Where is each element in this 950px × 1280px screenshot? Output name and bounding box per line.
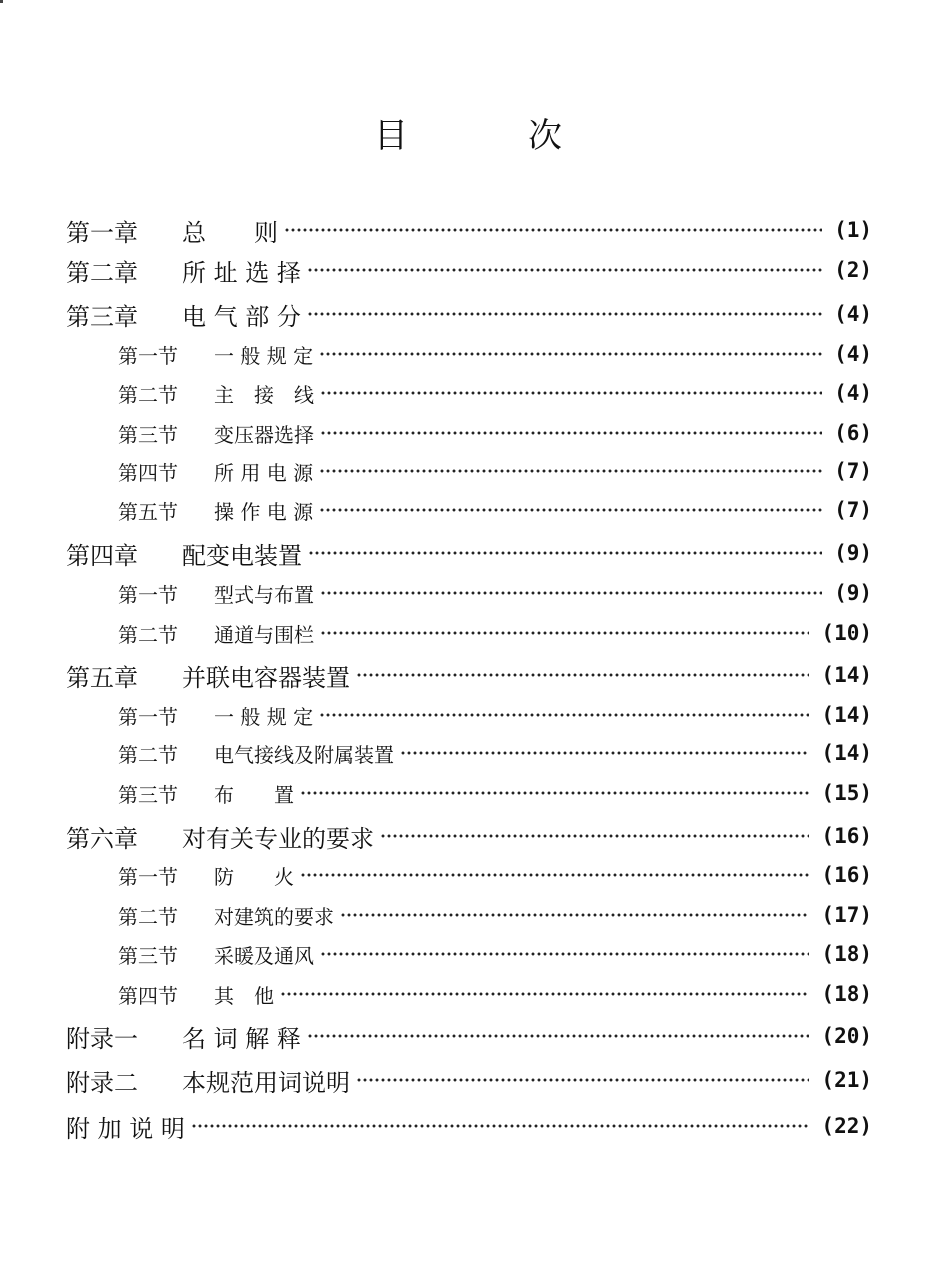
toc-entry-label: 电 气 部 分: [182, 302, 301, 331]
toc-entry-number: 第三节: [118, 782, 178, 807]
toc-entry-number: 第五节: [118, 499, 178, 524]
toc-page-number: (6): [834, 421, 872, 445]
toc-entry-number: 第一节: [118, 582, 178, 607]
toc-page-number: (18): [821, 982, 872, 1006]
toc-page-number: (20): [821, 1024, 872, 1048]
dot-leader: [320, 431, 822, 435]
toc-entry-label: 一 般 规 定: [214, 343, 314, 368]
toc-chapter-row[interactable]: [66, 820, 872, 852]
toc-entry-label: 主 接 线: [214, 382, 314, 407]
toc-page-number: (9): [834, 541, 872, 565]
toc-entry-label: 所 址 选 择: [182, 258, 301, 287]
toc-entry-number: 第二章: [66, 258, 138, 287]
dot-leader: [307, 1034, 810, 1038]
toc-chapter-row[interactable]: [66, 1110, 872, 1142]
toc-page-number: (14): [821, 663, 872, 687]
dot-leader: [340, 913, 809, 917]
toc-page-number: (9): [834, 581, 872, 605]
title-char-2: 次: [528, 116, 566, 156]
toc-entry-label: 防 火: [214, 864, 294, 889]
dot-leader: [191, 1124, 810, 1128]
toc-chapter-row[interactable]: [66, 1064, 872, 1096]
title-char-1: 目: [374, 116, 412, 156]
toc-section-row[interactable]: [118, 577, 872, 609]
toc-entry-label: 附 加 说 明: [66, 1114, 185, 1143]
toc-page-number: (1): [834, 218, 872, 242]
dot-leader: [284, 228, 822, 232]
toc-entry-label: 并联电容器装置: [182, 663, 350, 692]
toc-chapter-row[interactable]: [66, 214, 872, 246]
toc-entry-number: 第四章: [66, 541, 138, 570]
toc-page-number: (14): [821, 741, 872, 765]
dot-leader: [300, 791, 809, 795]
dot-leader: [319, 352, 822, 356]
toc-section-row[interactable]: [118, 859, 872, 891]
toc-page-number: (21): [821, 1068, 872, 1092]
toc-chapter-row[interactable]: [66, 298, 872, 330]
toc-entry-number: 第一节: [118, 704, 178, 729]
toc-section-row[interactable]: [118, 494, 872, 526]
toc-entry-label: 电气接线及附属装置: [214, 742, 394, 767]
toc-entry-number: 第四节: [118, 460, 178, 485]
dot-leader: [300, 873, 809, 877]
dot-leader: [320, 391, 822, 395]
toc-chapter-row[interactable]: [66, 537, 872, 569]
toc-entry-number: 第一节: [118, 343, 178, 368]
toc-entry-number: 附录一: [66, 1024, 138, 1053]
toc-entry-number: 第二节: [118, 742, 178, 767]
toc-entry-label: 采暖及通风: [214, 943, 314, 968]
toc-entry-number: 第一章: [66, 218, 138, 247]
toc-section-row[interactable]: [118, 417, 872, 449]
toc-page-number: (16): [821, 863, 872, 887]
toc-entry-number: 第五章: [66, 663, 138, 692]
dot-leader: [319, 508, 822, 512]
dot-leader: [380, 834, 809, 838]
toc-entry-label: 本规范用词说明: [182, 1068, 350, 1097]
toc-entry-number: 第一节: [118, 864, 178, 889]
toc-section-row[interactable]: [118, 978, 872, 1010]
toc-section-row[interactable]: [118, 617, 872, 649]
toc-page-number: (4): [834, 342, 872, 366]
toc-entry-number: 第四节: [118, 983, 178, 1008]
toc-section-row[interactable]: [118, 699, 872, 731]
toc-section-row[interactable]: [118, 338, 872, 370]
toc-entry-number: 附录二: [66, 1068, 138, 1097]
toc-entry-number: 第三节: [118, 943, 178, 968]
toc-section-row[interactable]: [118, 737, 872, 769]
dot-leader: [356, 673, 809, 677]
toc-entry-number: 第三节: [118, 422, 178, 447]
toc-entry-label: 对有关专业的要求: [182, 824, 374, 853]
dot-leader: [307, 312, 822, 316]
toc-page-number: (7): [834, 459, 872, 483]
toc-entry-label: 变压器选择: [214, 422, 314, 447]
toc-page-number: (4): [834, 381, 872, 405]
toc-entry-label: 总 则: [182, 218, 278, 247]
toc-page-number: (18): [821, 942, 872, 966]
dot-leader: [280, 992, 809, 996]
dot-leader: [320, 631, 809, 635]
toc-section-row[interactable]: [118, 455, 872, 487]
toc-entry-number: 第六章: [66, 824, 138, 853]
toc-page-number: (4): [834, 302, 872, 326]
toc-page-number: (7): [834, 498, 872, 522]
toc-page-number: (14): [821, 703, 872, 727]
toc-entry-number: 第三章: [66, 302, 138, 331]
toc-entry-number: 第二节: [118, 622, 178, 647]
toc-entry-label: 其 他: [214, 983, 274, 1008]
toc-entry-label: 型式与布置: [214, 582, 314, 607]
dot-leader: [308, 551, 822, 555]
dot-leader: [319, 469, 822, 473]
toc-chapter-row[interactable]: [66, 659, 872, 691]
toc-entry-label: 通道与围栏: [214, 622, 314, 647]
toc-section-row[interactable]: [118, 899, 872, 931]
toc-section-row[interactable]: [118, 777, 872, 809]
toc-entry-number: 第二节: [118, 904, 178, 929]
dot-leader: [307, 268, 822, 272]
toc-page-number: (10): [821, 621, 872, 645]
toc-page-number: (22): [821, 1114, 872, 1138]
toc-page-number: (15): [821, 781, 872, 805]
toc-entry-label: 配变电装置: [182, 541, 302, 570]
toc-entry-label: 一 般 规 定: [214, 704, 314, 729]
toc-entry-label: 操 作 电 源: [214, 499, 314, 524]
dot-leader: [320, 952, 809, 956]
toc-chapter-row[interactable]: [66, 1020, 872, 1052]
toc-chapter-row[interactable]: [66, 254, 872, 286]
toc-entry-label: 所 用 电 源: [214, 460, 314, 485]
toc-page-number: (2): [834, 258, 872, 282]
dot-leader: [319, 713, 809, 717]
toc-entry-label: 名 词 解 释: [182, 1024, 301, 1053]
dot-leader: [320, 591, 822, 595]
toc-page-number: (17): [821, 903, 872, 927]
toc-page-number: (16): [821, 824, 872, 848]
dot-leader: [400, 751, 809, 755]
toc-section-row[interactable]: [118, 938, 872, 970]
toc-entry-label: 布 置: [214, 782, 294, 807]
dot-leader: [356, 1078, 809, 1082]
toc-section-row[interactable]: [118, 377, 872, 409]
toc-entry-number: 第二节: [118, 382, 178, 407]
toc-entry-label: 对建筑的要求: [214, 904, 334, 929]
